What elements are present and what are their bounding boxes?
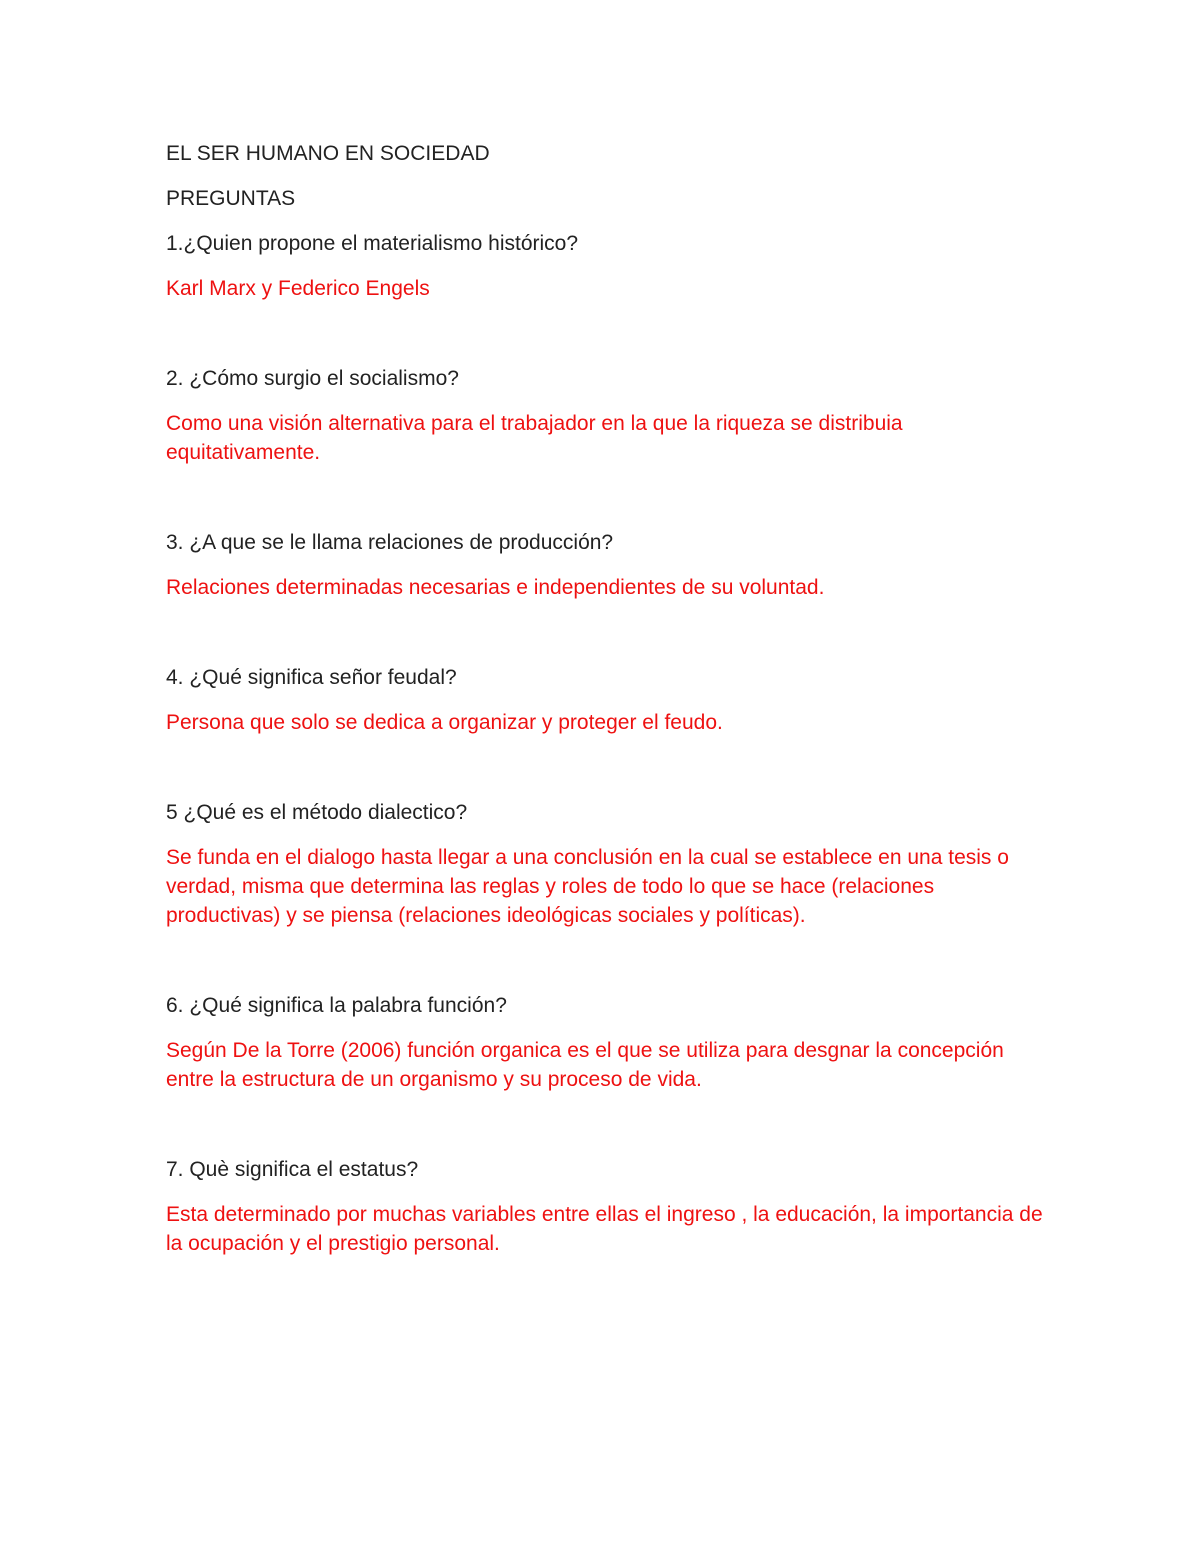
answer-3: Relaciones determinadas necesarias e independientes de su voluntad. — [166, 576, 825, 599]
answer-6: Según De la Torre (2006) función organica es el que se utiliza para desgnar la concepción entre la estructura de un organismo y su proceso de vida. — [166, 1039, 1010, 1091]
qa-item-4 — [166, 663, 1046, 737]
question-2: 2. ¿Cómo surgio el socialismo? — [166, 367, 459, 390]
qa-item-5 — [166, 798, 1046, 930]
answer-7: Esta determinado por muchas variables entre ellas el ingreso , la educación, la importancia de la ocupación y el prestigio personal. — [166, 1203, 1049, 1255]
question-3: 3. ¿A que se le llama relaciones de producción? — [166, 531, 614, 554]
question-7: 7. Què significa el estatus? — [166, 1158, 419, 1181]
document-subtitle: PREGUNTAS — [166, 187, 296, 210]
qa-item-7 — [166, 1155, 1049, 1258]
answer-4: Persona que solo se dedica a organizar y proteger el feudo. — [166, 711, 723, 734]
answer-1: Karl Marx y Federico Engels — [166, 277, 430, 300]
answer-2: Como una visión alternativa para el trabajador en la que la riqueza se distribuia equitativamente. — [166, 412, 909, 464]
document-content — [166, 139, 1049, 1258]
qa-item-3 — [166, 528, 1046, 602]
qa-item-1 — [166, 229, 1046, 303]
question-4: 4. ¿Qué significa señor feudal? — [166, 666, 457, 689]
question-5: 5 ¿Qué es el método dialectico? — [166, 801, 468, 824]
document-title: EL SER HUMANO EN SOCIEDAD — [166, 142, 490, 165]
qa-item-6 — [166, 991, 1046, 1094]
answer-5: Se funda en el dialogo hasta llegar a una conclusión en la cual se establece en una tesis o verdad, misma que determina las reglas y roles de todo lo que se hace (relaciones productivas) y se piensa (relaciones ideológicas sociales y políticas). — [166, 846, 1015, 927]
question-1: 1.¿Quien propone el materialismo histórico? — [166, 232, 579, 255]
question-6: 6. ¿Qué significa la palabra función? — [166, 994, 507, 1017]
qa-item-2 — [166, 364, 1046, 467]
